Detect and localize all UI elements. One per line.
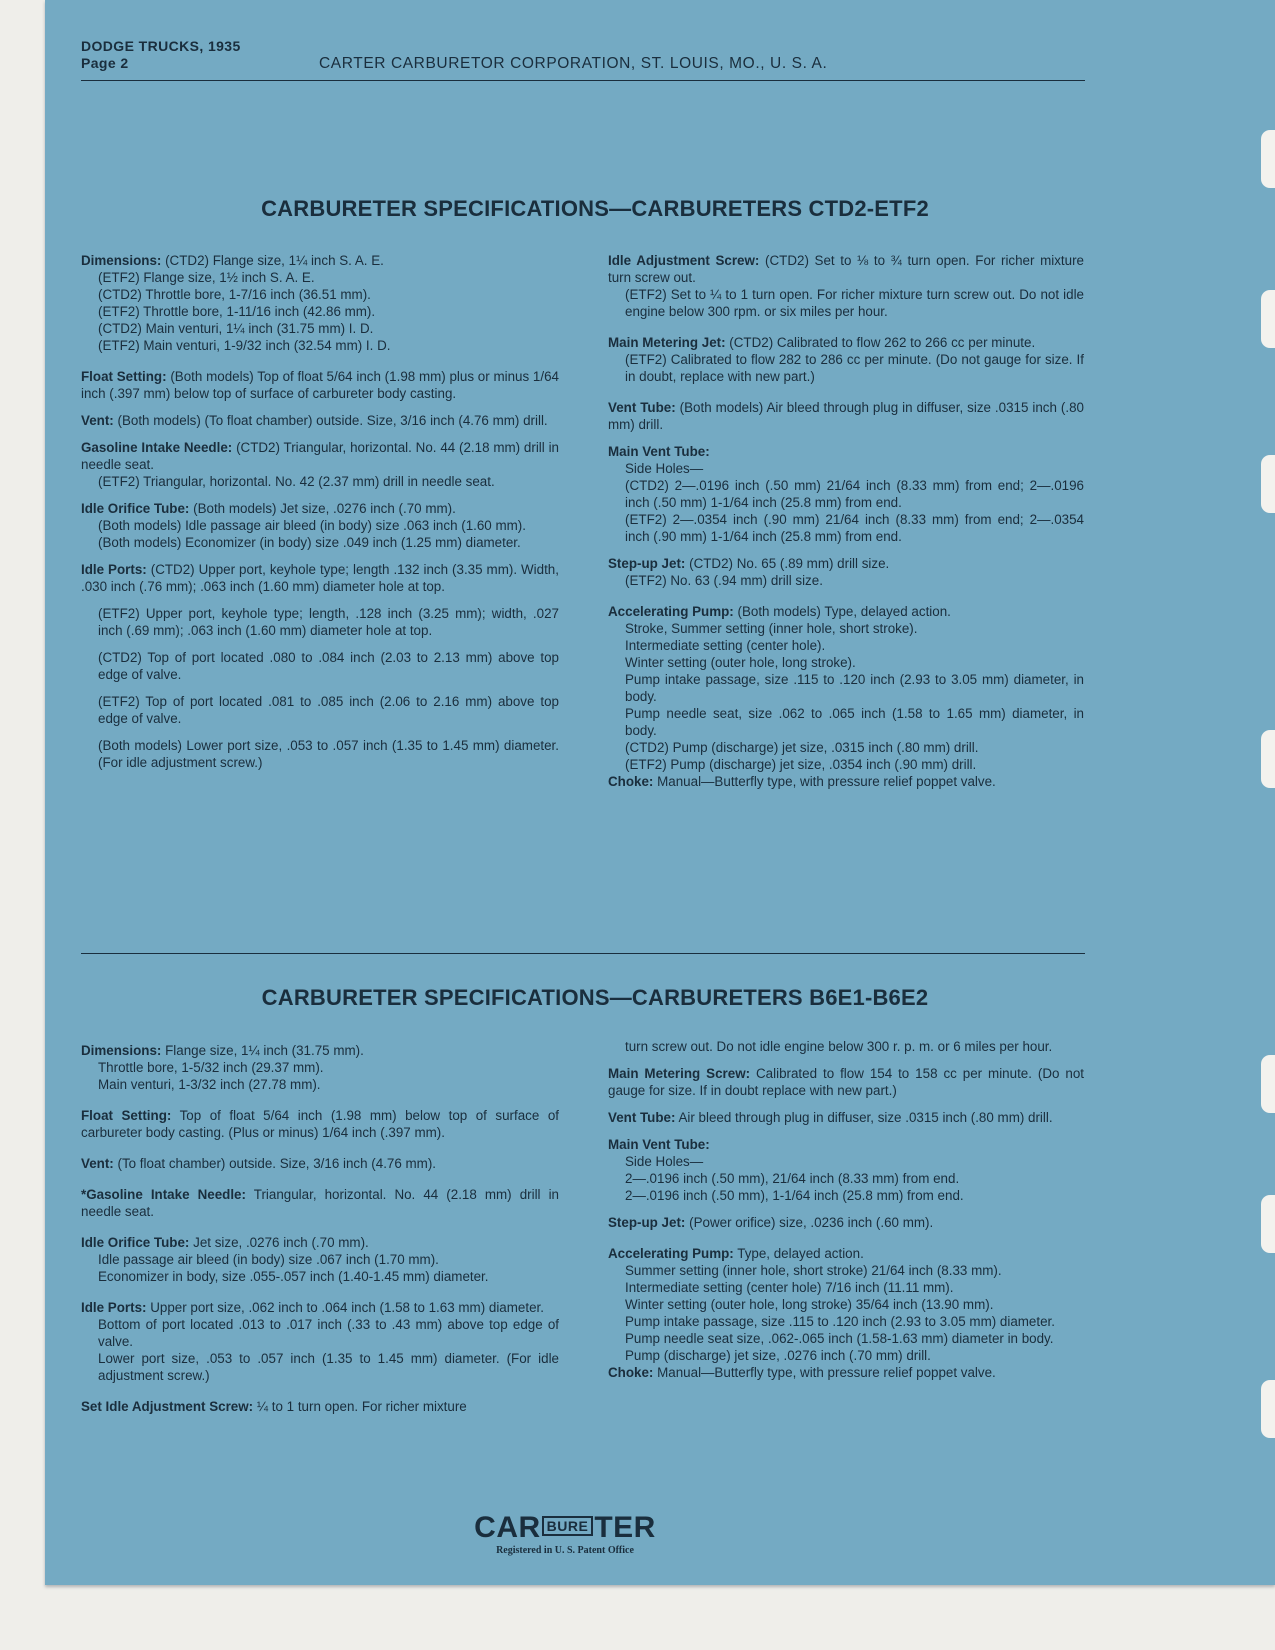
- spec-main-vent-tube: Main Vent Tube: Side Holes— 2—.0196 inch (.50 mm), 21/64 inch (8.33 mm) from end. 2—.0196 inch (.50 mm), 1-1/64 inch (25.8 mm) from end.: [608, 1137, 964, 1203]
- binder-tab: [1261, 290, 1275, 348]
- company-name: CARTER CARBURETOR CORPORATION, ST. LOUIS, MO., U. S. A.: [319, 55, 828, 72]
- spec-idle-ports: Idle Ports: Upper port size, .062 inch to .064 inch (1.58 to 1.63 mm) diameter. Bottom of port located .013 to .017 inch (.33 to .43 mm) above top edge of valve. Lower port size, .053 to .057 inch (1.35 to 1.45 mm) diameter. (For idle adjustment screw.): [81, 1300, 559, 1383]
- spec-main-vent-tube: Main Vent Tube: Side Holes— (CTD2) 2—.0196 inch (.50 mm) 21/64 inch (8.33 mm) from end; 2—.0196 inch (.50 mm) 1-1/64 inch (25.8 mm) from end. (ETF2) 2—.0354 inch (.90 mm) 21/64 inch (8.33 mm) from end; 2—.0354 inch (.90 mm) 1-1/64 inch (25.8 mm) from end.: [608, 444, 1084, 544]
- spec-accelerating-pump: Accelerating Pump: Type, delayed action. Summer setting (inner hole, short stroke) 21/64 inch (8.33 mm). Intermediate setting (center hole) 7/16 inch (11.11 mm). Winter setting (outer hole, long stroke) 35/64 inch (13.90 mm). Pump intake passage, size .115 to .120 inch (2.93 to 3.05 mm) diameter. Pump needle seat size, .062-.065 inch (1.58-1.63 mm) diameter in body. Pump (discharge) jet size, .0276 inch (.70 mm) drill.: [608, 1246, 1055, 1363]
- spec-sheet: [45, 0, 1275, 1585]
- spec-idle-adjustment-continued: turn screw out. Do not idle engine below 300 r. p. m. or 6 miles per hour.: [625, 1039, 1053, 1054]
- spec-choke: Choke: Manual—Butterfly type, with pressure relief poppet valve.: [608, 774, 996, 789]
- binder-tab: [1261, 1380, 1275, 1438]
- spec-idle-ports-ctd2-top: (CTD2) Top of port located .080 to .084 inch (2.03 to 2.13 mm) above top edge of valve.: [98, 650, 559, 682]
- spec-dimensions: Dimensions: (CTD2) Flange size, 1¼ inch S. A. E. (ETF2) Flange size, 1½ inch S. A. E. (CTD2) Throttle bore, 1-7/16 inch (36.51 mm). (ETF2) Throttle bore, 1-11/16 inch (42.86 mm). (CTD2) Main venturi, 1¼ inch (31.75 mm) I. D. (ETF2) Main venturi, 1-9/32 inch (32.54 mm) I. D.: [81, 253, 391, 353]
- spec-float-setting: Float Setting: Top of float 5/64 inch (1.98 mm) below top of surface of carbureter body casting. (Plus or minus) 1/64 inch (.397 mm).: [81, 1108, 559, 1140]
- spec-step-up-jet: Step-up Jet: (CTD2) No. 65 (.89 mm) drill size. (ETF2) No. 63 (.94 mm) drill size.: [608, 556, 890, 588]
- section-title-b6e1-b6e2: CARBURETER SPECIFICATIONS—CARBURETERS B6E1-B6E2: [261, 985, 929, 1010]
- binder-tab: [1261, 1055, 1275, 1113]
- section1-left-column: [81, 252, 559, 781]
- spec-idle-orifice-tube: Idle Orifice Tube: (Both models) Jet size, .0276 inch (.70 mm). (Both models) Idle passage air bleed (in body) size .063 inch (1.60 mm). (Both models) Economizer (in body) size .049 inch (1.25 mm) diameter.: [81, 501, 526, 550]
- section-divider: [81, 953, 1085, 954]
- header-rule: [81, 80, 1085, 81]
- spec-main-metering-jet: Main Metering Jet: (CTD2) Calibrated to flow 262 to 266 cc per minute. (ETF2) Calibrated to flow 282 to 286 cc per minute. (Do not gauge for size. If in doubt, replace with new part.): [608, 335, 1084, 384]
- spec-vent: Vent: (Both models) (To float chamber) outside. Size, 3/16 inch (4.76 mm) drill.: [81, 413, 548, 428]
- spec-vent-tube: Vent Tube: (Both models) Air bleed through plug in diffuser, size .0315 inch (.80 mm) drill.: [608, 400, 1084, 432]
- spec-idle-ports-etf2: (ETF2) Upper port, keyhole type; length, .128 inch (3.25 mm); width, .027 inch (.69 mm); .063 inch (1.60 mm) diameter hole at top.: [98, 606, 559, 638]
- page-number: Page 2: [81, 55, 129, 71]
- spec-float-setting: Float Setting: (Both models) Top of float 5/64 inch (1.98 mm) plus or minus 1/64 inch (.397 mm) below top of surface of carbureter body casting.: [81, 369, 559, 401]
- binder-tab: [1261, 455, 1275, 513]
- binder-tab: [1261, 1195, 1275, 1253]
- page-header-left: [81, 38, 241, 72]
- spec-gasoline-intake-needle: Gasoline Intake Needle: (CTD2) Triangular, horizontal. No. 44 (2.18 mm) drill in needle seat. (ETF2) Triangular, horizontal. No. 42 (2.37 mm) drill in needle seat.: [81, 440, 559, 489]
- spec-accelerating-pump: Accelerating Pump: (Both models) Type, delayed action. Stroke, Summer setting (inner hole, short stroke). Intermediate setting (center hole). Winter setting (outer hole, long stroke). Pump intake passage, size .115 to .120 inch (2.93 to 3.05 mm) diameter, in body. Pump needle seat, size .062 to .065 inch (1.58 to 1.65 mm) diameter, in body. (CTD2) Pump (discharge) jet size, .0315 inch (.80 mm) drill. (ETF2) Pump (discharge) jet size, .0354 inch (.90 mm) drill.: [608, 604, 1084, 772]
- section2-left-column: [81, 1042, 559, 1425]
- spec-choke: Choke: Manual—Butterfly type, with pressure relief poppet valve.: [608, 1365, 996, 1380]
- publication-title: DODGE TRUCKS, 1935: [81, 38, 241, 54]
- spec-dimensions: Dimensions: Flange size, 1¼ inch (31.75 mm). Throttle bore, 1-5/32 inch (29.37 mm). Main venturi, 1-3/32 inch (27.78 mm).: [81, 1043, 364, 1092]
- spec-idle-orifice-tube: Idle Orifice Tube: Jet size, .0276 inch (.70 mm). Idle passage air bleed (in body) size .067 inch (1.70 mm). Economizer in body, size .055-.057 inch (1.40-1.45 mm) diameter.: [81, 1235, 489, 1284]
- carter-logo: [465, 1512, 665, 1556]
- spec-idle-ports-lower: (Both models) Lower port size, .053 to .057 inch (1.35 to 1.45 mm) diameter. (For idle adjustment screw.): [98, 738, 559, 770]
- spec-vent-tube: Vent Tube: Air bleed through plug in diffuser, size .0315 inch (.80 mm) drill.: [608, 1110, 1053, 1125]
- section2-right-column: [608, 1038, 1084, 1391]
- spec-set-idle-adjustment-screw: Set Idle Adjustment Screw: ¼ to 1 turn open. For richer mixture: [81, 1399, 467, 1414]
- spec-main-metering-screw: Main Metering Screw: Calibrated to flow 154 to 158 cc per minute. (Do not gauge for size. If in doubt replace with new part.): [608, 1066, 1085, 1098]
- spec-vent: Vent: (To float chamber) outside. Size, 3/16 inch (4.76 mm).: [81, 1156, 437, 1171]
- spec-idle-ports-etf2-top: (ETF2) Top of port located .081 to .085 inch (2.06 to 2.16 mm) above top edge of valve.: [98, 694, 559, 726]
- spec-idle-adjustment-screw: Idle Adjustment Screw: (CTD2) Set to ⅛ to ¾ turn open. For richer mixture turn screw out. (ETF2) Set to ¼ to 1 turn open. For richer mixture turn screw out. Do not idle engine below 300 rpm. or six miles per hour.: [608, 253, 1084, 319]
- spec-idle-ports: Idle Ports: (CTD2) Upper port, keyhole type; length .132 inch (3.35 mm). Width, .030 inch (.76 mm); .063 inch (1.60 mm) diameter hole at top.: [81, 562, 559, 594]
- section1-right-column: [608, 252, 1084, 800]
- spec-label: Dimensions:: [81, 253, 162, 268]
- spec-step-up-jet: Step-up Jet: (Power orifice) size, .0236 inch (.60 mm).: [608, 1215, 934, 1230]
- trademark-notice: Registered in U. S. Patent Office: [496, 1545, 634, 1557]
- section-title-ctd2-etf2: CARBURETER SPECIFICATIONS—CARBURETERS CTD2-ETF2: [261, 196, 929, 221]
- binder-tab: [1261, 730, 1275, 788]
- binder-tab: [1261, 130, 1275, 188]
- spec-gasoline-intake-needle: *Gasoline Intake Needle: Triangular, horizontal. No. 44 (2.18 mm) drill in needle seat.: [81, 1187, 559, 1219]
- logo-wordmark: CAR BURE TER: [474, 1511, 656, 1544]
